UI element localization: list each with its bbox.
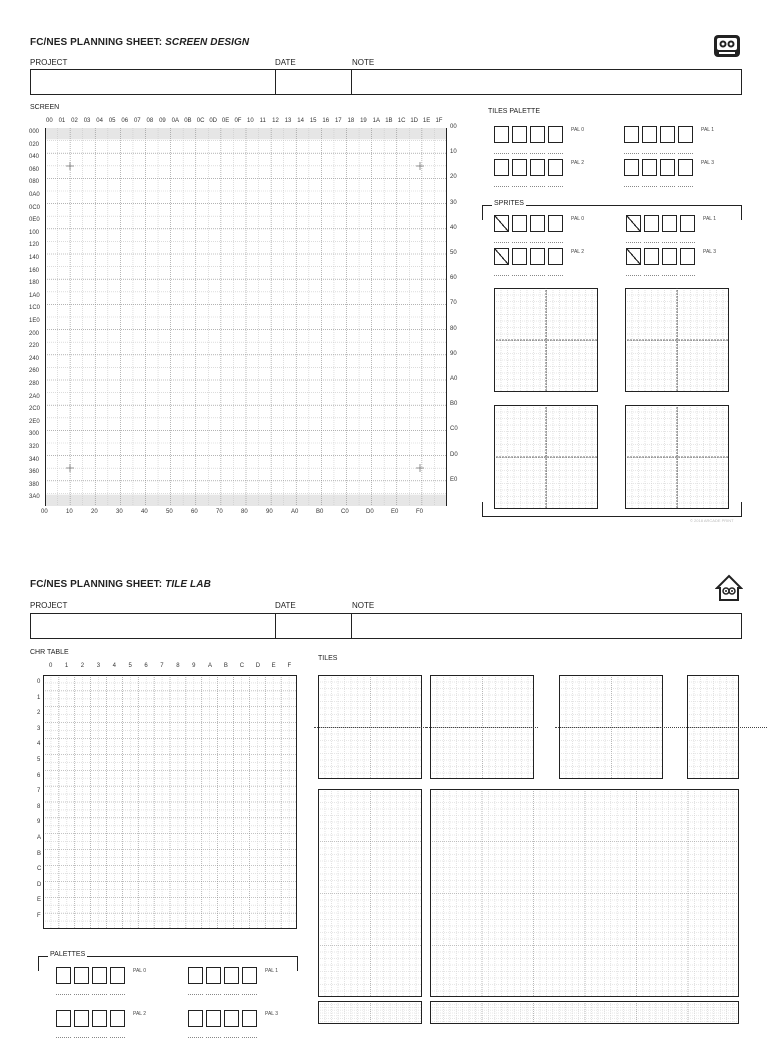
dotted-rule [512, 153, 527, 154]
chr-row-tick: 4 [37, 741, 41, 748]
dotted-rule [548, 275, 563, 276]
chr-table-grid[interactable] [43, 675, 297, 934]
screen-grid[interactable] [45, 128, 447, 511]
color-swatch[interactable] [242, 967, 257, 984]
color-swatch[interactable] [92, 967, 107, 984]
chr-col-tick: F [287, 663, 292, 669]
col-tick: 08 [146, 118, 154, 124]
color-swatch[interactable] [662, 215, 677, 232]
tile-grid[interactable] [430, 1001, 739, 1029]
pal-label: PAL 1 [701, 127, 715, 133]
dotted-rule [624, 186, 639, 187]
dotted-rule [110, 994, 125, 995]
dotted-rule [548, 242, 563, 243]
color-swatch[interactable] [206, 967, 221, 984]
tile-grid[interactable] [430, 675, 534, 784]
color-swatch[interactable] [530, 159, 545, 176]
dotted-rule [530, 153, 545, 154]
controller-icon [713, 34, 741, 58]
palettes-label: PALETTES [50, 951, 86, 958]
row-tick: 260 [29, 368, 40, 375]
color-swatch[interactable] [642, 126, 657, 143]
chr-row-tick: 7 [37, 788, 41, 795]
chr-row-tick: 8 [37, 803, 41, 810]
note-field[interactable] [352, 70, 741, 94]
tile-grid[interactable] [318, 675, 422, 784]
color-swatch[interactable] [642, 159, 657, 176]
col-tick: 1F [435, 118, 443, 124]
right-tick: A0 [450, 376, 458, 382]
color-swatch[interactable] [512, 215, 527, 232]
col-tick: 00 [46, 118, 53, 124]
chr-col-tick: B [223, 663, 228, 669]
pal-label: PAL 3 [265, 1011, 279, 1017]
dotted-rule [56, 994, 71, 995]
row-tick: 020 [29, 141, 40, 148]
col-tick: 10 [247, 118, 254, 124]
tile-grid[interactable] [559, 675, 663, 784]
row-tick: 2E0 [29, 418, 40, 425]
pal-label: PAL 2 [571, 249, 585, 255]
row-tick: 0C0 [29, 204, 41, 211]
dotted-rule [494, 153, 509, 154]
bottom-tick: C0 [341, 509, 349, 515]
row-tick: 200 [29, 330, 40, 337]
color-swatch[interactable] [110, 1010, 125, 1027]
row-tick: 0A0 [29, 192, 40, 198]
dotted-rule [530, 275, 545, 276]
color-swatch[interactable] [74, 967, 89, 984]
chr-col-tick: 3 [96, 663, 101, 669]
tile-grid[interactable] [687, 675, 739, 784]
dotted-rule [224, 994, 239, 995]
bottom-tick: 80 [241, 509, 248, 515]
row-tick: 360 [29, 469, 40, 476]
bottom-tick: D0 [366, 509, 374, 515]
tile-grid[interactable] [318, 789, 422, 1002]
bottom-tick: 30 [116, 509, 123, 515]
dotted-rule [242, 994, 257, 995]
color-swatch[interactable] [626, 215, 641, 232]
dotted-rule [548, 153, 563, 154]
row-tick: 080 [29, 179, 40, 186]
date-field-2[interactable] [275, 614, 352, 638]
project-field-2[interactable] [31, 614, 276, 638]
dotted-rule [678, 186, 693, 187]
dotted-rule [680, 275, 695, 276]
row-tick: 160 [29, 267, 40, 274]
right-tick: E0 [450, 476, 458, 483]
dotted-rule [530, 242, 545, 243]
color-swatch[interactable] [548, 215, 563, 232]
chr-row-tick: D [37, 881, 42, 888]
dotted-rule [642, 153, 657, 154]
col-tick: 12 [272, 118, 279, 124]
row-tick: 180 [29, 280, 40, 287]
col-tick: 13 [284, 118, 292, 124]
col-tick: 0E [221, 118, 230, 124]
color-swatch[interactable] [74, 1010, 89, 1027]
right-tick: 70 [450, 300, 457, 307]
right-tick: 90 [450, 350, 457, 357]
color-swatch[interactable] [624, 126, 639, 143]
bottom-tick: A0 [291, 509, 299, 515]
pal-label: PAL 0 [571, 216, 585, 222]
chr-col-tick: 8 [176, 663, 180, 669]
color-swatch[interactable] [678, 159, 693, 176]
color-swatch[interactable] [494, 248, 509, 265]
house-icon [715, 574, 743, 602]
center-line [657, 727, 768, 728]
pal-label: PAL 3 [703, 249, 717, 255]
note-label: NOTE [352, 58, 375, 67]
chr-row-tick: 1 [37, 694, 41, 701]
color-swatch[interactable] [110, 967, 125, 984]
pal-label: PAL 1 [703, 216, 717, 222]
dotted-rule [662, 275, 677, 276]
project-field[interactable] [31, 70, 276, 94]
col-tick: 0B [184, 118, 192, 124]
header-fields-2 [30, 613, 742, 639]
row-tick: 1C0 [29, 305, 41, 312]
chr-col-tick: 9 [192, 663, 196, 669]
dotted-rule [494, 242, 509, 243]
col-tick: 05 [108, 118, 116, 124]
dotted-rule [624, 153, 639, 154]
color-swatch[interactable] [188, 967, 203, 984]
bottom-tick: E0 [391, 509, 399, 515]
color-swatch[interactable] [494, 215, 509, 232]
dotted-rule [206, 994, 221, 995]
color-swatch[interactable] [680, 215, 695, 232]
right-tick: 30 [450, 199, 457, 206]
grid-border [319, 790, 422, 997]
dotted-rule [494, 275, 509, 276]
chr-col-tick: 6 [144, 663, 148, 669]
pal-label: PAL 3 [701, 160, 715, 166]
dotted-rule [548, 186, 563, 187]
color-swatch[interactable] [644, 215, 659, 232]
dotted-rule [644, 242, 659, 243]
sprite-grid-4[interactable] [625, 405, 729, 514]
pal-label: PAL 1 [265, 968, 279, 974]
chr-row-tick: 2 [37, 710, 41, 717]
chr-row-tick: A [37, 835, 42, 841]
chr-row-tick: C [37, 866, 42, 873]
color-swatch[interactable] [188, 1010, 203, 1027]
row-tick: 300 [29, 431, 40, 438]
chr-row-tick: E [37, 897, 42, 904]
row-tick: 0E0 [29, 217, 40, 224]
bottom-tick: 40 [141, 509, 148, 515]
sheet1-title: FC/NES PLANNING SHEET: SCREEN DESIGN [30, 37, 250, 48]
date-field[interactable] [275, 70, 352, 94]
color-swatch[interactable] [680, 248, 695, 265]
dotted-rule [494, 186, 509, 187]
tiles-label: TILES [318, 655, 338, 662]
color-swatch[interactable] [512, 126, 527, 143]
bottom-tick: 50 [166, 509, 173, 515]
right-tick: 60 [450, 275, 457, 282]
chr-row-tick: B [37, 850, 42, 857]
chr-row-tick: 0 [37, 679, 41, 685]
color-swatch[interactable] [626, 248, 641, 265]
color-swatch[interactable] [56, 1010, 71, 1027]
row-tick: 380 [29, 481, 40, 488]
grid-border [431, 790, 739, 997]
color-swatch[interactable] [644, 248, 659, 265]
col-tick: 14 [297, 118, 304, 124]
col-tick: 09 [159, 118, 166, 124]
col-tick: 01 [58, 118, 66, 124]
pal-label: PAL 0 [133, 968, 147, 974]
bottom-tick: 60 [191, 509, 198, 515]
col-tick: 03 [83, 118, 91, 124]
dotted-rule [512, 242, 527, 243]
dotted-rule [512, 275, 527, 276]
col-tick: 18 [347, 118, 355, 124]
chr-col-tick: 0 [49, 663, 53, 669]
color-swatch[interactable] [512, 248, 527, 265]
dotted-rule [678, 153, 693, 154]
dotted-rule [188, 994, 203, 995]
pal-label: PAL 2 [133, 1011, 147, 1017]
sheet2-title: FC/NES PLANNING SHEET: TILE LAB [30, 579, 211, 590]
tiles-palette-label: TILES PALETTE [488, 108, 540, 115]
color-swatch[interactable] [224, 967, 239, 984]
dotted-rule [92, 994, 107, 995]
chr-col-tick: A [208, 663, 213, 669]
row-tick: 280 [29, 381, 40, 387]
row-tick: 040 [29, 154, 40, 161]
right-tick: 10 [450, 149, 457, 156]
center-line [314, 727, 426, 728]
col-tick: 0F [234, 118, 242, 124]
col-tick: 19 [360, 118, 367, 124]
chr-col-tick: 7 [160, 663, 164, 669]
row-tick: 120 [29, 242, 40, 249]
color-swatch[interactable] [624, 159, 639, 176]
color-swatch[interactable] [548, 248, 563, 265]
pal-label: PAL 2 [571, 160, 585, 166]
right-tick: 80 [450, 325, 457, 332]
row-tick: 220 [29, 343, 40, 350]
chr-row-tick: F [37, 913, 41, 919]
center-line [555, 727, 667, 728]
tile-grid[interactable] [318, 1001, 422, 1029]
project-label: PROJECT [30, 58, 68, 67]
right-tick: B0 [450, 401, 458, 408]
chr-row-tick: 6 [37, 772, 41, 779]
color-swatch[interactable] [530, 248, 545, 265]
grid-border [319, 1002, 422, 1024]
color-swatch[interactable] [242, 1010, 257, 1027]
col-tick: 1E [422, 118, 431, 124]
row-tick: 100 [29, 229, 40, 236]
bottom-tick: 70 [216, 509, 223, 515]
row-tick: 240 [29, 355, 40, 362]
chr-row-tick: 5 [37, 757, 41, 763]
color-swatch[interactable] [494, 126, 509, 143]
row-tick: 1A0 [29, 292, 40, 299]
col-tick: 0A [171, 118, 179, 124]
sprite-grid-3[interactable] [494, 405, 598, 514]
date-label: DATE [275, 58, 296, 67]
color-swatch[interactable] [530, 215, 545, 232]
chr-col-tick: 4 [112, 663, 116, 669]
row-tick: 000 [29, 129, 40, 135]
date-label-2: DATE [275, 601, 296, 610]
right-tick: D0 [450, 451, 458, 458]
grid-border [431, 1002, 739, 1024]
dotted-rule [626, 242, 641, 243]
row-tick: 3A0 [29, 494, 40, 501]
sprite-grid-2[interactable] [625, 288, 729, 397]
row-tick: 060 [29, 166, 40, 173]
footer-credit: © 2018 ARCADE PRINT [690, 518, 734, 523]
screen-label: SCREEN [30, 104, 60, 111]
note-label-2: NOTE [352, 601, 375, 610]
right-tick: C0 [450, 426, 458, 433]
dotted-rule [642, 186, 657, 187]
color-swatch[interactable] [56, 967, 71, 984]
sprite-grid-1[interactable] [494, 288, 598, 397]
dotted-rule [530, 186, 545, 187]
col-tick: 15 [309, 118, 317, 124]
note-field-2[interactable] [352, 614, 741, 638]
col-tick: 16 [322, 118, 330, 124]
chr-col-tick: D [255, 663, 261, 669]
project-label-2: PROJECT [30, 601, 68, 610]
chr-col-tick: E [271, 663, 276, 669]
row-tick: 340 [29, 456, 40, 463]
row-tick: 140 [29, 255, 40, 261]
col-tick: 1D [410, 118, 418, 124]
col-tick: 02 [71, 118, 78, 124]
chr-table-label: CHR TABLE [30, 649, 69, 656]
bottom-tick: 20 [91, 509, 98, 515]
bottom-tick: 00 [41, 509, 48, 515]
color-swatch[interactable] [512, 159, 527, 176]
col-tick: 17 [334, 118, 342, 124]
color-swatch[interactable] [92, 1010, 107, 1027]
color-swatch[interactable] [678, 126, 693, 143]
color-swatch[interactable] [660, 159, 675, 176]
color-swatch[interactable] [548, 159, 563, 176]
sprites-label: SPRITES [494, 200, 524, 207]
row-tick: 320 [29, 444, 40, 450]
dotted-rule [680, 242, 695, 243]
dotted-rule [662, 242, 677, 243]
overscan-top [45, 128, 447, 139]
dotted-rule [644, 275, 659, 276]
col-tick: 1B [385, 118, 393, 124]
chr-col-tick: 5 [128, 663, 132, 669]
bottom-tick: 10 [66, 509, 73, 515]
col-tick: 07 [133, 118, 141, 124]
color-swatch[interactable] [548, 126, 563, 143]
chr-col-tick: 1 [64, 663, 69, 669]
color-swatch[interactable] [206, 1010, 221, 1027]
bottom-tick: 90 [266, 509, 273, 515]
right-tick: 40 [450, 224, 457, 231]
color-swatch[interactable] [662, 248, 677, 265]
pal-label: PAL 0 [571, 127, 585, 133]
row-tick: 2C0 [29, 406, 41, 413]
dotted-rule [660, 153, 675, 154]
col-tick: 04 [96, 118, 103, 124]
right-tick: 50 [450, 250, 457, 256]
color-swatch[interactable] [224, 1010, 239, 1027]
dotted-rule [74, 994, 89, 995]
color-swatch[interactable] [530, 126, 545, 143]
bottom-tick: F0 [416, 509, 424, 515]
col-tick: 11 [259, 118, 266, 124]
dotted-rule [626, 275, 641, 276]
dotted-rule [660, 186, 675, 187]
dotted-rule [512, 186, 527, 187]
row-tick: 2A0 [29, 393, 40, 400]
header-fields [30, 69, 742, 95]
row-tick: 1E0 [29, 318, 40, 324]
chr-row-tick: 9 [37, 819, 41, 826]
right-tick: 00 [450, 124, 457, 130]
bottom-tick: B0 [316, 509, 324, 515]
col-tick: 06 [121, 118, 129, 124]
right-tick: 20 [450, 174, 457, 181]
col-tick: 0C [196, 118, 205, 124]
chr-col-tick: C [239, 663, 245, 669]
color-swatch[interactable] [660, 126, 675, 143]
color-swatch[interactable] [494, 159, 509, 176]
col-tick: 0D [209, 118, 217, 124]
tile-grid[interactable] [430, 789, 739, 1002]
chr-row-tick: 3 [37, 725, 41, 732]
col-tick: 1A [372, 118, 380, 124]
col-tick: 1C [397, 118, 406, 124]
chr-col-tick: 2 [80, 663, 85, 669]
center-line [426, 727, 538, 728]
